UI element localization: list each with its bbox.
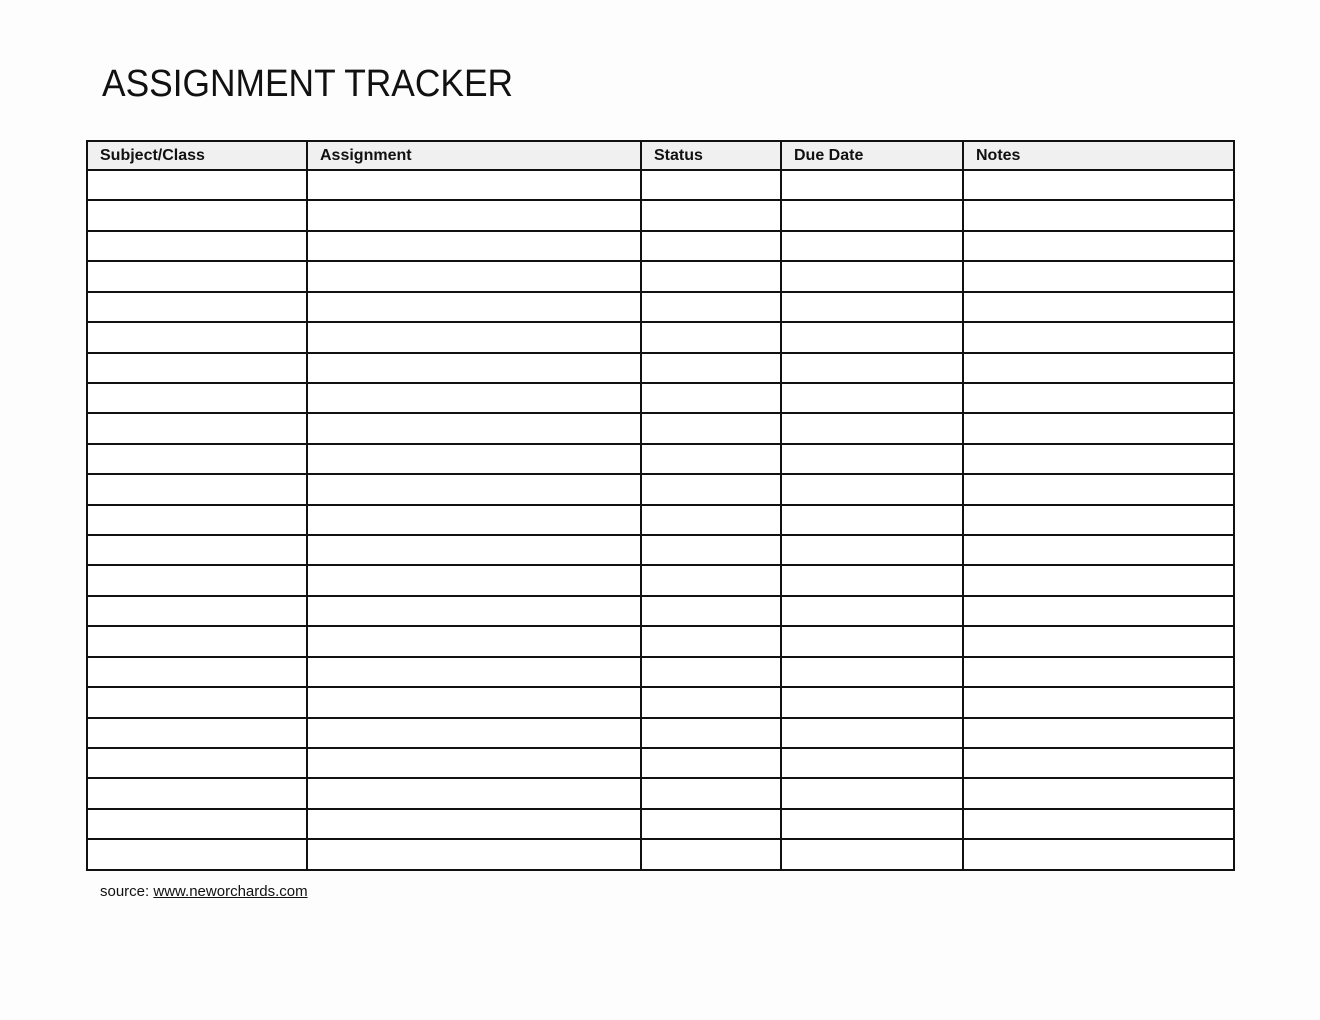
due-date-cell[interactable]: [781, 505, 963, 535]
table-row: [87, 444, 1234, 474]
table-row: [87, 748, 1234, 778]
status-cell[interactable]: [641, 778, 781, 808]
table-row: [87, 170, 1234, 200]
due-date-cell[interactable]: [781, 413, 963, 443]
table-row: [87, 778, 1234, 808]
assignment-cell[interactable]: [307, 657, 641, 687]
assignment-cell[interactable]: [307, 170, 641, 200]
notes-cell[interactable]: [963, 231, 1234, 261]
status-cell[interactable]: [641, 474, 781, 504]
notes-cell[interactable]: [963, 718, 1234, 748]
column-header-assignment: Assignment: [307, 141, 641, 170]
assignment-tracker-table: [86, 140, 1235, 871]
subject-class-cell[interactable]: [87, 505, 307, 535]
notes-cell[interactable]: [963, 535, 1234, 565]
status-cell[interactable]: [641, 626, 781, 656]
due-date-cell[interactable]: [781, 565, 963, 595]
table-row: [87, 413, 1234, 443]
status-cell[interactable]: [641, 718, 781, 748]
subject-class-cell[interactable]: [87, 535, 307, 565]
due-date-cell[interactable]: [781, 353, 963, 383]
subject-class-cell[interactable]: [87, 353, 307, 383]
assignment-cell[interactable]: [307, 261, 641, 291]
subject-class-cell[interactable]: [87, 718, 307, 748]
status-cell[interactable]: [641, 657, 781, 687]
subject-class-cell[interactable]: [87, 809, 307, 839]
assignment-cell[interactable]: [307, 353, 641, 383]
due-date-cell[interactable]: [781, 809, 963, 839]
column-header-due-date: Due Date: [781, 141, 963, 170]
status-cell[interactable]: [641, 231, 781, 261]
subject-class-cell[interactable]: [87, 687, 307, 717]
table-row: [87, 596, 1234, 626]
due-date-cell[interactable]: [781, 231, 963, 261]
subject-class-cell[interactable]: [87, 292, 307, 322]
table-row: [87, 292, 1234, 322]
subject-class-cell[interactable]: [87, 444, 307, 474]
notes-cell[interactable]: [963, 383, 1234, 413]
notes-cell[interactable]: [963, 565, 1234, 595]
table-row: [87, 231, 1234, 261]
due-date-cell[interactable]: [781, 687, 963, 717]
notes-cell[interactable]: [963, 444, 1234, 474]
notes-cell[interactable]: [963, 353, 1234, 383]
table-body: [87, 170, 1234, 870]
notes-cell[interactable]: [963, 505, 1234, 535]
table-row: [87, 565, 1234, 595]
notes-cell[interactable]: [963, 687, 1234, 717]
subject-class-cell[interactable]: [87, 474, 307, 504]
table-row: [87, 322, 1234, 352]
source-link[interactable]: www.neworchards.com: [153, 883, 308, 900]
notes-cell[interactable]: [963, 626, 1234, 656]
assignment-cell[interactable]: [307, 505, 641, 535]
status-cell[interactable]: [641, 292, 781, 322]
subject-class-cell[interactable]: [87, 778, 307, 808]
table-row: [87, 839, 1234, 870]
notes-cell[interactable]: [963, 322, 1234, 352]
status-cell[interactable]: [641, 809, 781, 839]
assignment-cell[interactable]: [307, 687, 641, 717]
page-title: ASSIGNMENT TRACKER: [102, 63, 514, 105]
due-date-cell[interactable]: [781, 535, 963, 565]
assignment-cell[interactable]: [307, 474, 641, 504]
status-cell[interactable]: [641, 565, 781, 595]
assignment-cell[interactable]: [307, 809, 641, 839]
table-row: [87, 383, 1234, 413]
source-label: source:: [100, 883, 150, 900]
subject-class-cell[interactable]: [87, 170, 307, 200]
assignment-cell[interactable]: [307, 413, 641, 443]
due-date-cell[interactable]: [781, 657, 963, 687]
assignment-cell[interactable]: [307, 292, 641, 322]
due-date-cell[interactable]: [781, 444, 963, 474]
notes-cell[interactable]: [963, 809, 1234, 839]
subject-class-cell[interactable]: [87, 413, 307, 443]
column-header-status: Status: [641, 141, 781, 170]
table-row: [87, 261, 1234, 291]
table-row: [87, 353, 1234, 383]
notes-cell[interactable]: [963, 474, 1234, 504]
table-row: [87, 809, 1234, 839]
assignment-cell[interactable]: [307, 231, 641, 261]
assignment-cell[interactable]: [307, 200, 641, 230]
status-cell[interactable]: [641, 170, 781, 200]
subject-class-cell[interactable]: [87, 231, 307, 261]
table-row: [87, 200, 1234, 230]
status-cell[interactable]: [641, 444, 781, 474]
due-date-cell[interactable]: [781, 261, 963, 291]
assignment-cell[interactable]: [307, 596, 641, 626]
status-cell[interactable]: [641, 839, 781, 870]
notes-cell[interactable]: [963, 292, 1234, 322]
table-row: [87, 657, 1234, 687]
assignment-cell[interactable]: [307, 444, 641, 474]
due-date-cell[interactable]: [781, 200, 963, 230]
subject-class-cell[interactable]: [87, 748, 307, 778]
header-row: [87, 141, 1234, 170]
status-cell[interactable]: [641, 687, 781, 717]
due-date-cell[interactable]: [781, 596, 963, 626]
table-row: [87, 535, 1234, 565]
notes-cell[interactable]: [963, 748, 1234, 778]
due-date-cell[interactable]: [781, 626, 963, 656]
notes-cell[interactable]: [963, 261, 1234, 291]
due-date-cell[interactable]: [781, 748, 963, 778]
table-row: [87, 718, 1234, 748]
due-date-cell[interactable]: [781, 292, 963, 322]
subject-class-cell[interactable]: [87, 596, 307, 626]
status-cell[interactable]: [641, 322, 781, 352]
assignment-cell[interactable]: [307, 535, 641, 565]
status-cell[interactable]: [641, 261, 781, 291]
notes-cell[interactable]: [963, 657, 1234, 687]
subject-class-cell[interactable]: [87, 383, 307, 413]
due-date-cell[interactable]: [781, 778, 963, 808]
due-date-cell[interactable]: [781, 839, 963, 870]
notes-cell[interactable]: [963, 596, 1234, 626]
status-cell[interactable]: [641, 535, 781, 565]
subject-class-cell[interactable]: [87, 657, 307, 687]
subject-class-cell[interactable]: [87, 261, 307, 291]
table-row: [87, 505, 1234, 535]
subject-class-cell[interactable]: [87, 322, 307, 352]
status-cell[interactable]: [641, 596, 781, 626]
status-cell[interactable]: [641, 505, 781, 535]
assignment-cell[interactable]: [307, 718, 641, 748]
notes-cell[interactable]: [963, 170, 1234, 200]
due-date-cell[interactable]: [781, 322, 963, 352]
notes-cell[interactable]: [963, 839, 1234, 870]
assignment-cell[interactable]: [307, 626, 641, 656]
subject-class-cell[interactable]: [87, 200, 307, 230]
notes-cell[interactable]: [963, 200, 1234, 230]
due-date-cell[interactable]: [781, 474, 963, 504]
assignment-cell[interactable]: [307, 778, 641, 808]
subject-class-cell[interactable]: [87, 565, 307, 595]
column-header-subject-class: Subject/Class: [87, 141, 307, 170]
due-date-cell[interactable]: [781, 718, 963, 748]
assignment-cell[interactable]: [307, 839, 641, 870]
assignment-cell[interactable]: [307, 748, 641, 778]
status-cell[interactable]: [641, 383, 781, 413]
subject-class-cell[interactable]: [87, 626, 307, 656]
status-cell[interactable]: [641, 748, 781, 778]
column-header-notes: Notes: [963, 141, 1234, 170]
table-row: [87, 474, 1234, 504]
notes-cell[interactable]: [963, 413, 1234, 443]
source-line: [100, 883, 308, 901]
due-date-cell[interactable]: [781, 170, 963, 200]
status-cell[interactable]: [641, 200, 781, 230]
table-row: [87, 626, 1234, 656]
status-cell[interactable]: [641, 353, 781, 383]
assignment-cell[interactable]: [307, 322, 641, 352]
subject-class-cell[interactable]: [87, 839, 307, 870]
status-cell[interactable]: [641, 413, 781, 443]
due-date-cell[interactable]: [781, 383, 963, 413]
table-row: [87, 687, 1234, 717]
notes-cell[interactable]: [963, 778, 1234, 808]
assignment-cell[interactable]: [307, 565, 641, 595]
assignment-cell[interactable]: [307, 383, 641, 413]
